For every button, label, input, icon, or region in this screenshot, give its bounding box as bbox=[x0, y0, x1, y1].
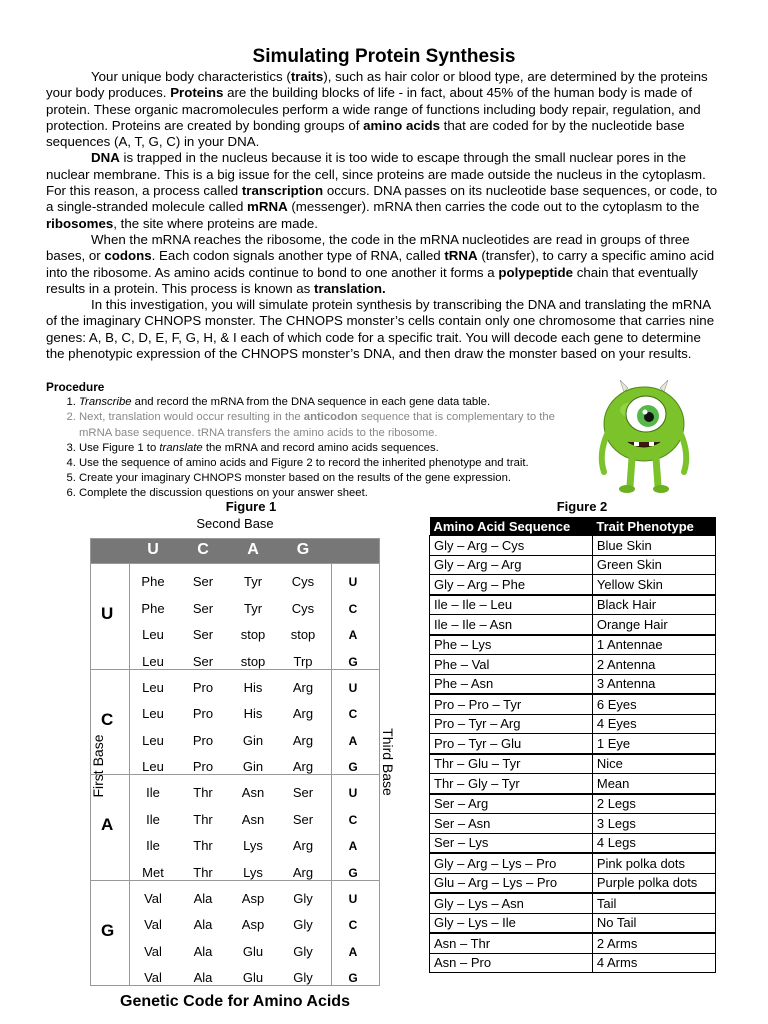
trait-row bbox=[430, 555, 716, 575]
trait-phenotype: No Tail bbox=[592, 913, 715, 933]
amino-acid-cell: Arg bbox=[292, 838, 314, 853]
column-divider bbox=[331, 563, 332, 985]
amino-acid-cell: Ser bbox=[192, 600, 214, 616]
text-run: , the site where proteins are made. bbox=[113, 215, 318, 231]
amino-acid-cell: Arg bbox=[292, 679, 314, 695]
amino-acid-sequence: Gly – Lys – Asn bbox=[430, 893, 593, 913]
text-run: . Each codon signals another type of RNA, called bbox=[151, 248, 445, 264]
trait-phenotype: 3 Legs bbox=[592, 814, 715, 834]
trait-row bbox=[430, 575, 716, 595]
amino-acid-sequence: Gly – Arg – Phe bbox=[430, 575, 593, 595]
amino-acid-sequence: Gly – Arg – Cys bbox=[430, 536, 593, 556]
third-base-C: C bbox=[348, 812, 358, 827]
amino-acid-cell: Arg bbox=[292, 864, 314, 880]
amino-acid-cell: Leu bbox=[142, 627, 164, 642]
procedure-step bbox=[79, 486, 586, 501]
trait-phenotype: Mean bbox=[592, 774, 715, 794]
amino-acid-cell: Phe bbox=[141, 600, 165, 616]
amino-acid-cell: Arg bbox=[292, 706, 314, 721]
bold-term: translation. bbox=[314, 280, 386, 296]
amino-acid-sequence: Asn – Thr bbox=[430, 933, 593, 953]
amino-acid-cell: His bbox=[243, 706, 263, 721]
amino-acid-cell: Ser bbox=[292, 785, 314, 800]
amino-acid-sequence: Glu – Arg – Lys – Pro bbox=[430, 873, 593, 893]
amino-acid-cell: Gly bbox=[293, 943, 313, 959]
third-base-U: U bbox=[348, 680, 358, 695]
amino-acid-cell: Val bbox=[144, 917, 162, 932]
amino-acid-sequence: Pro – Pro – Tyr bbox=[430, 694, 593, 714]
bold-term: ribosomes bbox=[46, 215, 114, 231]
bold-term: amino acids bbox=[363, 117, 440, 133]
trait-row bbox=[430, 794, 716, 814]
amino-acid-cell: Thr bbox=[193, 864, 213, 880]
amino-acid-sequence: Ile – Ile – Leu bbox=[430, 595, 593, 615]
procedure-step-text: translate bbox=[159, 441, 203, 454]
amino-acid-cell: Arg bbox=[292, 759, 314, 774]
figure2-label: Figure 2 bbox=[556, 499, 608, 514]
third-base-G: G bbox=[348, 654, 358, 669]
trait-row bbox=[430, 754, 716, 774]
bold-term: Proteins bbox=[170, 85, 224, 101]
amino-acid-cell: Asp bbox=[241, 917, 265, 932]
amino-acid-cell: Gly bbox=[293, 917, 313, 932]
text-run: Your unique body characteristics ( bbox=[91, 69, 291, 84]
amino-acid-cell: Pro bbox=[192, 759, 214, 774]
trait-phenotype-table bbox=[429, 517, 716, 973]
amino-acid-cell: Pro bbox=[192, 706, 214, 721]
amino-acid-cell: Ser bbox=[192, 627, 214, 642]
text-run: are the building blocks of life - in fact, about 45% of the human body is made of protein. These organic macromolecules perform a wide range of functions including body repair, regulation, and protection. Proteins are created by bonding groups of bbox=[46, 85, 701, 133]
trait-row bbox=[430, 694, 716, 714]
amino-acid-cell: Asn bbox=[241, 785, 265, 800]
trait-phenotype: Pink polka dots bbox=[592, 853, 715, 873]
trait-phenotype: Blue Skin bbox=[592, 536, 715, 556]
text-run: When the mRNA reaches the ribosome, the code in the mRNA nucleotides are read in groups of three bases, or bbox=[46, 231, 690, 264]
amino-acid-cell: Glu bbox=[242, 943, 264, 959]
trait-row bbox=[430, 853, 716, 873]
third-base-U: U bbox=[348, 891, 358, 906]
trait-row bbox=[430, 595, 716, 615]
amino-acid-cell: Pro bbox=[192, 679, 214, 695]
text-run: that are coded for by the nucleotide base sequences (A, T, G, C) in your DNA. bbox=[46, 117, 685, 150]
bold-term: polypeptide bbox=[498, 264, 573, 280]
amino-acid-sequence: Phe – Lys bbox=[430, 635, 593, 655]
procedure-section bbox=[46, 380, 586, 502]
amino-acid-cell: Lys bbox=[243, 838, 263, 853]
page-title: Simulating Protein Synthesis bbox=[252, 46, 516, 67]
amino-acid-cell: Leu bbox=[142, 679, 164, 695]
second-base-A: A bbox=[247, 541, 259, 558]
amino-acid-cell: Asn bbox=[241, 811, 265, 827]
procedure-step-text: Next, translation would occur resulting in the bbox=[79, 411, 304, 424]
amino-acid-cell: Glu bbox=[242, 970, 264, 985]
amino-acid-sequence: Ser – Lys bbox=[430, 833, 593, 853]
third-base-C: C bbox=[348, 707, 358, 721]
third-base-C: C bbox=[348, 601, 358, 616]
amino-acid-cell: Asp bbox=[241, 890, 265, 906]
codon-block-A bbox=[91, 774, 379, 880]
amino-acid-cell: Gly bbox=[293, 970, 313, 985]
text-run: occurs. DNA passes on its nucleotide base sequences, or code, to a single-stranded molecule called bbox=[46, 183, 718, 215]
trait-table-header-phenotype: Trait Phenotype bbox=[592, 517, 715, 536]
amino-acid-cell: Ile bbox=[146, 838, 160, 853]
trait-phenotype: Purple polka dots bbox=[592, 873, 715, 893]
trait-phenotype: Green Skin bbox=[592, 555, 715, 575]
amino-acid-cell: Leu bbox=[142, 706, 164, 721]
amino-acid-sequence: Pro – Tyr – Arg bbox=[430, 714, 593, 734]
trait-row bbox=[430, 655, 716, 675]
trait-phenotype: Orange Hair bbox=[592, 615, 715, 635]
genetic-code-header bbox=[91, 539, 379, 563]
amino-acid-cell: Thr bbox=[193, 838, 213, 853]
trait-phenotype: Tail bbox=[592, 893, 715, 913]
amino-acid-cell: Leu bbox=[142, 732, 164, 748]
amino-acid-cell: Lys bbox=[243, 864, 263, 880]
amino-acid-cell: Ser bbox=[192, 574, 214, 589]
intro-paragraph bbox=[46, 150, 722, 231]
third-base-U: U bbox=[348, 575, 358, 589]
trait-row bbox=[430, 873, 716, 893]
bold-term: tRNA bbox=[444, 248, 478, 264]
procedure-step-text: Use the sequence of amino acids and Figure 2 to record the inherited phenotype and trait. bbox=[79, 457, 529, 470]
amino-acid-sequence: Gly – Arg – Arg bbox=[430, 555, 593, 575]
amino-acid-cell: Thr bbox=[193, 811, 213, 827]
second-base-U: U bbox=[147, 541, 159, 558]
bold-term: mRNA bbox=[247, 199, 288, 215]
procedure-step bbox=[79, 395, 586, 410]
trait-phenotype: 4 Eyes bbox=[592, 714, 715, 734]
third-base-G: G bbox=[348, 760, 358, 774]
amino-acid-sequence: Thr – Glu – Tyr bbox=[430, 754, 593, 774]
amino-acid-sequence: Phe – Asn bbox=[430, 674, 593, 694]
amino-acid-cell: Met bbox=[142, 864, 164, 880]
trait-phenotype: 4 Legs bbox=[592, 833, 715, 853]
trait-row bbox=[430, 774, 716, 794]
trait-phenotype: Nice bbox=[592, 754, 715, 774]
third-base-A: A bbox=[348, 628, 358, 642]
procedure-step-text: Use Figure 1 to bbox=[79, 441, 160, 454]
text-run: In this investigation, you will simulate protein synthesis by transcribing the DNA and translating the mRNA of the imaginary CHNOPS monster. The CHNOPS monster’s cells contain only one chromosome that carries nine genes: A, B, C, D, E, F, G, H, & I each of which code for a specific trait. You will decode each gene to determine the phenotypic expression of the CHNOPS monster’s DNA, and then draw the monster based on your results. bbox=[46, 297, 715, 362]
figure1-label: Figure 1 bbox=[225, 499, 277, 514]
amino-acid-sequence: Gly – Arg – Lys – Pro bbox=[430, 853, 593, 873]
trait-table-header-sequence: Amino Acid Sequence bbox=[430, 517, 593, 536]
first-base-A: A bbox=[101, 815, 114, 834]
bold-term: DNA bbox=[91, 150, 120, 166]
trait-row bbox=[430, 913, 716, 933]
one-eyed-green-monster-icon bbox=[594, 372, 694, 497]
column-divider bbox=[129, 563, 130, 985]
amino-acid-cell: Cys bbox=[291, 600, 315, 616]
trait-row bbox=[430, 953, 716, 973]
procedure-step bbox=[79, 456, 586, 471]
trait-phenotype: Black Hair bbox=[592, 595, 715, 615]
trait-phenotype: 2 Arms bbox=[592, 933, 715, 953]
amino-acid-cell: Pro bbox=[192, 732, 214, 748]
procedure-step-text: and record the mRNA from the DNA sequence in each gene data table. bbox=[131, 396, 491, 409]
text-run: (messenger). mRNA then carries the code out to the cytoplasm to the bbox=[287, 199, 700, 215]
third-base-C: C bbox=[348, 918, 358, 932]
amino-acid-sequence: Pro – Tyr – Glu bbox=[430, 734, 593, 754]
trait-row bbox=[430, 933, 716, 953]
amino-acid-cell: Val bbox=[144, 943, 162, 959]
amino-acid-cell: stop bbox=[240, 653, 266, 669]
amino-acid-cell: Gin bbox=[242, 759, 264, 774]
amino-acid-cell: Trp bbox=[293, 653, 313, 669]
trait-row bbox=[430, 635, 716, 655]
amino-acid-cell: Val bbox=[144, 890, 162, 906]
procedure-list bbox=[46, 395, 586, 501]
trait-row bbox=[430, 893, 716, 913]
trait-phenotype: 4 Arms bbox=[592, 953, 715, 973]
amino-acid-cell: Phe bbox=[141, 574, 165, 589]
third-base-A: A bbox=[348, 733, 358, 748]
third-base-G: G bbox=[348, 971, 358, 985]
amino-acid-cell: Ala bbox=[193, 970, 213, 985]
amino-acid-cell: Leu bbox=[142, 759, 164, 774]
trait-phenotype: Yellow Skin bbox=[592, 575, 715, 595]
amino-acid-cell: Ile bbox=[146, 785, 160, 800]
amino-acid-cell: stop bbox=[290, 627, 316, 642]
trait-phenotype: 1 Eye bbox=[592, 734, 715, 754]
amino-acid-cell: stop bbox=[240, 627, 266, 642]
genetic-code-caption: Genetic Code for Amino Acids bbox=[120, 993, 350, 1010]
first-base-U: U bbox=[101, 604, 114, 623]
amino-acid-sequence: Ser – Asn bbox=[430, 814, 593, 834]
procedure-step-text: Complete the discussion questions on your answer sheet. bbox=[79, 487, 368, 500]
amino-acid-cell: Ser bbox=[192, 653, 214, 669]
third-base-U: U bbox=[348, 786, 358, 800]
amino-acid-cell: Ser bbox=[292, 811, 314, 827]
procedure-step-text: Create your imaginary CHNOPS monster based on the results of the gene expression. bbox=[79, 472, 512, 485]
text-run: is trapped in the nucleus because it is too wide to escape through the small nuclear pores in the nuclear membrane. This is a big issue for the cell, since proteins are made outside the nucleus in the cytoplasm. For this reason, a process called bbox=[46, 150, 706, 199]
codon-block-U bbox=[91, 563, 379, 669]
first-base-C: C bbox=[101, 709, 114, 729]
amino-acid-cell: Thr bbox=[193, 785, 213, 800]
third-base-G: G bbox=[348, 865, 358, 880]
trait-row bbox=[430, 814, 716, 834]
procedure-step-text: Transcribe bbox=[79, 396, 132, 409]
first-base-label: First Base bbox=[90, 734, 106, 798]
text-run: ), such as hair color or blood type, are determined by the proteins your body produces. bbox=[46, 69, 708, 101]
second-base-G: G bbox=[296, 541, 310, 558]
bold-term: traits bbox=[290, 69, 324, 84]
trait-row bbox=[430, 734, 716, 754]
trait-phenotype: 6 Eyes bbox=[592, 694, 715, 714]
amino-acid-cell: Ala bbox=[193, 890, 213, 906]
amino-acid-cell: Leu bbox=[142, 653, 164, 669]
intro-paragraph bbox=[46, 232, 722, 297]
amino-acid-cell: Tyr bbox=[243, 574, 263, 589]
procedure-step bbox=[79, 471, 586, 486]
codon-block-G bbox=[91, 880, 379, 986]
text-run: (transfer), to carry a specific amino acid into the ribosome. As amino acids continue to bond to one another it forms a bbox=[46, 248, 715, 280]
amino-acid-sequence: Gly – Lys – Ile bbox=[430, 913, 593, 933]
amino-acid-sequence: Ile – Ile – Asn bbox=[430, 615, 593, 635]
amino-acid-cell: Cys bbox=[291, 574, 315, 589]
procedure-step bbox=[79, 441, 586, 456]
amino-acid-cell: Ala bbox=[193, 917, 213, 932]
trait-phenotype: 3 Antenna bbox=[592, 674, 715, 694]
amino-acid-cell: Ile bbox=[146, 811, 160, 827]
amino-acid-sequence: Asn – Pro bbox=[430, 953, 593, 973]
amino-acid-sequence: Thr – Gly – Tyr bbox=[430, 774, 593, 794]
amino-acid-cell: Ala bbox=[193, 943, 213, 959]
amino-acid-cell: His bbox=[243, 679, 263, 695]
second-base-C: C bbox=[197, 541, 209, 558]
genetic-code-table bbox=[90, 538, 380, 986]
trait-row bbox=[430, 536, 716, 556]
amino-acid-cell: Arg bbox=[292, 732, 314, 748]
trait-phenotype: 2 Antenna bbox=[592, 655, 715, 675]
intro-text bbox=[46, 69, 722, 362]
third-base-A: A bbox=[348, 944, 358, 959]
amino-acid-cell: Tyr bbox=[243, 600, 263, 616]
procedure-step-text: sequence that is complementary to the mRNA base sequence. tRNA transfers the amino acids to the ribosome. bbox=[79, 411, 555, 439]
text-run: chain that eventually results in a protein. This process is known as bbox=[46, 264, 698, 296]
first-base-G: G bbox=[101, 920, 115, 940]
third-base-A: A bbox=[348, 839, 358, 853]
codon-block-C bbox=[91, 669, 379, 775]
procedure-step bbox=[79, 410, 586, 440]
amino-acid-sequence: Phe – Val bbox=[430, 655, 593, 675]
second-base-label: Second Base bbox=[196, 516, 274, 531]
trait-row bbox=[430, 714, 716, 734]
bold-term: transcription bbox=[241, 183, 324, 199]
intro-paragraph bbox=[46, 297, 722, 362]
trait-phenotype: 1 Antennae bbox=[592, 635, 715, 655]
trait-row bbox=[430, 833, 716, 853]
procedure-step-text: the mRNA and record amino acids sequences. bbox=[202, 441, 439, 454]
procedure-step-text: anticodon bbox=[303, 411, 358, 424]
trait-phenotype: 2 Legs bbox=[592, 794, 715, 814]
amino-acid-cell: Val bbox=[144, 970, 162, 985]
intro-paragraph bbox=[46, 69, 722, 150]
procedure-heading: Procedure bbox=[46, 380, 105, 394]
trait-row bbox=[430, 615, 716, 635]
bold-term: codons bbox=[104, 248, 152, 264]
third-base-label: Third Base bbox=[380, 728, 396, 796]
amino-acid-cell: Gly bbox=[293, 890, 313, 906]
amino-acid-sequence: Ser – Arg bbox=[430, 794, 593, 814]
trait-row bbox=[430, 674, 716, 694]
amino-acid-cell: Gin bbox=[242, 732, 264, 748]
